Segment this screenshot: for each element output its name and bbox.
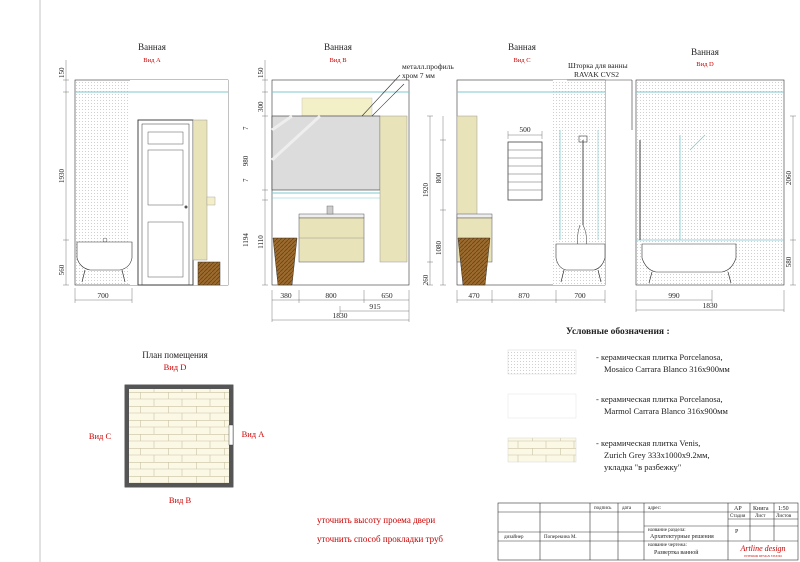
legend-item-2-line-1: - керамическая плитка Porcelanosa,	[596, 394, 723, 404]
view-b-dim-915: 915	[369, 302, 381, 311]
legend-item-2-line-2: Marmol Carrara Blanco 316x900мм	[604, 406, 728, 416]
view-a-dim-1930: 1930	[58, 169, 66, 183]
note-pipes: уточнить способ прокладки труб	[317, 534, 443, 544]
view-b-dim-1194: 1194	[242, 233, 250, 247]
legend-item-1-line-1: - керамическая плитка Porcelanosa,	[596, 352, 723, 362]
plan-door-opening	[229, 425, 233, 445]
view-d	[636, 47, 796, 312]
view-b-dim-1110: 1110	[257, 235, 265, 249]
view-d-dim-2060: 2060	[785, 171, 793, 185]
view-a	[58, 42, 228, 303]
legend-item-3-line-1: - керамическая плитка Venis,	[596, 438, 701, 448]
view-b-dim-150: 150	[257, 67, 265, 78]
tb-book: Книга	[753, 506, 769, 512]
view-d-dim-990: 990	[668, 291, 680, 300]
legend-swatch-venis	[508, 438, 576, 462]
note-door-height: уточнить высоту проема двери	[317, 515, 436, 525]
view-d-title: Ванная	[691, 47, 719, 57]
legend-item-3-line-2: Zurich Grey 333x1000x9.2мм,	[604, 450, 710, 460]
view-c-dim-700: 700	[574, 291, 586, 300]
legend-swatch-marmol	[508, 394, 576, 418]
tb-drawing: Развертка ванной	[654, 550, 699, 556]
tb-date: дата	[622, 506, 632, 511]
view-b-dim-380: 380	[280, 291, 292, 300]
plan-room	[125, 385, 233, 487]
view-c	[435, 42, 632, 303]
view-b	[242, 42, 454, 322]
tb-signature: подпись	[594, 506, 612, 511]
floor-plan	[89, 350, 265, 505]
plan-view-b-label: Вид В	[168, 495, 192, 505]
view-c-title: Ванная	[508, 42, 536, 52]
view-b-dim-800: 800	[325, 291, 337, 300]
view-a-subtitle: Вид А	[143, 57, 161, 64]
view-c-curtain-label-2: RAVAK CVS2	[574, 70, 619, 79]
view-b-dim-260: 260	[422, 274, 430, 286]
tb-stage: Стадия	[730, 514, 746, 519]
view-a-dim-700: 700	[97, 291, 109, 300]
view-b-profile-label-1: металл.профиль	[402, 62, 454, 71]
tb-sheet: Лист	[755, 514, 766, 519]
view-b-subtitle: Вид В	[329, 57, 347, 64]
tb-drawing-label: название чертежа:	[648, 543, 687, 548]
view-c-dim-1080: 1080	[435, 241, 443, 255]
legend-title: Условные обозначения :	[566, 327, 670, 337]
view-b-title: Ванная	[324, 42, 352, 52]
view-c-dim-800: 800	[435, 172, 443, 184]
plan-view-a-label: Вид А	[241, 429, 265, 439]
view-a-door	[138, 120, 193, 285]
view-d-bathtub	[642, 244, 736, 272]
tb-brand-logo: Artline design	[740, 544, 786, 553]
tb-stage-code: АР	[734, 506, 742, 512]
view-b-vanity	[299, 206, 364, 262]
view-a-dim-560: 560	[58, 264, 66, 276]
plan-title: План помещения	[142, 350, 208, 360]
view-a-basket	[198, 262, 220, 285]
plan-view-c-label: Вид С	[88, 431, 112, 441]
tb-address: адрес:	[648, 506, 662, 511]
view-c-dim-470: 470	[468, 291, 480, 300]
view-a-title: Ванная	[138, 42, 166, 52]
tb-stage-value: Р	[735, 529, 739, 535]
view-b-dim-7b: 7	[242, 178, 250, 182]
plan-view-d-label: Вид D	[163, 362, 187, 372]
tb-role: дизайнер	[504, 535, 524, 540]
tb-brand-sub: INTERIOR DESIGN STUDIO	[744, 554, 782, 558]
view-b-dim-7a: 7	[242, 126, 250, 130]
view-b-dim-1920: 1920	[422, 183, 430, 197]
view-c-subtitle: Вид С	[513, 57, 531, 64]
tb-section: Архитектурные решения	[650, 534, 714, 540]
view-b-profile-label-2: хром 7 мм	[402, 71, 435, 80]
view-b-cabinet	[380, 116, 407, 262]
view-d-subtitle: Вид D	[696, 61, 714, 68]
tb-scale: 1:50	[778, 506, 789, 512]
view-d-dim-1830: 1830	[702, 301, 718, 310]
view-b-dim-1830: 1830	[332, 311, 348, 320]
legend-item-1-line-2: Mosaico Carrara Blanco 316x900мм	[604, 364, 730, 374]
view-b-dim-300: 300	[257, 101, 265, 112]
tb-section-label: название раздела:	[648, 528, 686, 533]
view-c-dim-500: 500	[519, 125, 531, 134]
tb-sheets: Листов	[776, 514, 792, 519]
view-d-dim-580: 580	[785, 256, 793, 268]
legend	[508, 326, 730, 472]
title-block	[498, 503, 798, 560]
view-a-dim-150: 150	[58, 67, 66, 78]
tb-name: Поперекина М.	[544, 535, 577, 540]
view-c-curtain-label-1: Шторка для ванны	[568, 61, 628, 70]
view-c-dim-870: 870	[518, 291, 530, 300]
view-b-mirror	[272, 116, 380, 190]
legend-swatch-mosaic	[508, 350, 576, 374]
view-b-dim-980: 980	[242, 155, 250, 167]
legend-item-3-line-3: укладка "в разбежку"	[604, 462, 682, 472]
view-b-dim-650: 650	[381, 291, 393, 300]
